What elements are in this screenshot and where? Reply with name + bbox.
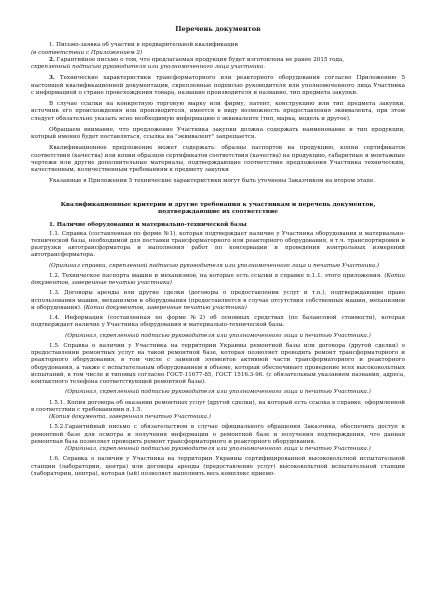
item-1-5-2: 1.5.2.Гарантийный письмо с обязательством в случае официального обращения Заказчика, обеспечить доступ к ремонтной базе для осмотра и получения информации о ремонтной базе и получения подтверждения, что данная ремонтная база позволяет проводить ремонт трансформаторного и реакторного оборудования. [31, 424, 405, 445]
section-1-heading: 1. Наличие оборудования и материально-технической базы [49, 222, 247, 229]
item-1-1-note: (Оригинал справки, скрепленной подписью руководителя или уполномоченного лица и печатью Участника.) [49, 262, 380, 269]
clarification-paragraph: Указанные в Приложении 5 технические характеристики могут быть уточнены Заказчиком на втором этапе. [49, 178, 376, 185]
item-3-text: Технические характеристики трансформаторного или реакторного оборудования согласно Приложению 5 настоящей квалификационной документации, скрепленные подписью руководителя или уполномоченного лица Участника с информацией о стране происхождения товара, название производителя и название, тип предмета закупки. [31, 75, 405, 96]
item-1-1: 1.1. Справка (составленная по форме №1), которая подтверждает наличие у Участника оборудования и материально-технической базы, необходимой для поставки трансформаторного или реакторного оборудования, в т.ч. транспортировки и разгрузки автотрансформатора и выполнения работ по консервации и проведения контрольных измерений автотрансформатора. [31, 230, 405, 259]
criteria-heading: Квалификационные критерии и другие требования к участникам и перечень документов, подтверждающие их соответствие [60, 200, 376, 215]
attention-paragraph: Обращаем внимание, что предложение Участника закупки должна содержать наименование и тип продукции, который именно будет поставляться, ссылка на "эквивалент" запрещается. [31, 126, 405, 140]
item-1-2 [31, 273, 405, 288]
item-1-2-text: 1.2. Техническое паспорта машин и механизмов, на которые есть ссылки в справке п.1.1. этого приложения. [49, 272, 383, 279]
item-2-text: Гарантийное письмо о том, что предлагаемая продукция будет изготовлена не ранее 2015 года, [54, 56, 345, 63]
item-1-5-2-note: (Оригинал, скрепленный подписью руководителя или уполномоченного лица и печатью Участника.) [65, 446, 371, 453]
item-3-number: 3. [49, 75, 55, 82]
item-1-5-1-note: (Копия документа, заверенная печатью Участника.) [49, 414, 211, 421]
equivalent-paragraph: В случае ссылки на конкретную торговую марку или фирму, патент, конструкцию или тип предмета закупки, источник его происхождения или производителя, имеется в виду возможность предоставления эквивалента, при этом следует обязательно указать ясно необходимую информацию о эквиваленте (тип, марка, модель и другое). [31, 101, 405, 122]
item-1-6: 1.6. Справка о наличии у Участника на территории Украины сертифицированной высоковольтной испытательной станции (лаборатории, центра) или договора аренды (предоставление услуг) высоковольтной испытательной станции (лаборатории, центра), которая (ый) позволяет выполнить весь комплекс приемо- [31, 456, 405, 477]
item-1-4: 1.4. Информация (составленная по форме №2) об основных средствах (по балансовой стоимости), которая подтверждает наличие у Участника оборудования и материально-технической базы. [31, 315, 405, 329]
item-3 [31, 75, 405, 97]
item-1-4-note: (Оригинал, скрепленный подписью руководителя или уполномоченного лица и печатью Участника.) [65, 332, 371, 339]
item-1-2-note: (Копии документов, заверенные печатью участника) [31, 272, 405, 287]
item-2-note: скрепленный подписью руководителя или уполномоченного лица участника. [31, 64, 266, 70]
item-1-3-note: (Копии документов, заверенные печатью участника) [83, 304, 247, 311]
item-1-3-text: 1.3. Договоры аренды или другие сделки (договоры о предоставлении услуг и т.п.), подтверждающие право использования машин, механизмов и оборудования (предоставляется в случае отсутствия собственных машин, механизмов и оборудования). [31, 290, 405, 311]
item-1-5: 1.5. Справка о наличии у Участника на территории Украины ремонтной базы или договора (другой сделки) о предоставлении ремонтных услуг на такой ремонтной базе, которая позволяет проводить ремонт трансформаторного и реакторного оборудования, в том числе с заменой элементов активной части трансформаторного и реакторного оборудования, а также с испытательным оборудованием в объеме, который обеспечивает проведение всех высоковольтных испытаний, в том числе и типовых согласно ГОСТ-11677-85, ГОСТ 1516.3-96. (с обязательным указанием названия, адреса, контактного телефона соответствующей ремонтной базы). [31, 342, 405, 386]
item-1-note: (в соответствии с Приложением 2) [31, 49, 143, 56]
item-1-5-note: (Оригинал, скрепленный подписью руководителя или уполномоченного лица и печатью Участника.) [65, 389, 371, 396]
item-2-number: 2. [49, 56, 55, 63]
item-1: 1. Письмо-заявка об участии в предварительной квалификации [49, 42, 239, 49]
qualification-proposal-paragraph: Квалификационное предложение может содержать: образцы паспортов на продукцию, копии сертификатов соответствия (качества) или копии образцов сертификатов соответствия (качества) на продукцию, габаритные и монтажные чертежи или другие дополнительные материалы, подтверждающие соответствие предложения Участника техническим, качественным, количественным требованиям к предмету закупки [31, 145, 405, 173]
item-1-3 [31, 290, 405, 312]
item-1-5-1: 1.5.1. Копия договора об оказании ремонтных услуг (другой сделки), на который есть ссылка в справке, оформленной в соответствии с требованиями п.1.5. [31, 399, 405, 413]
document-title: Перечень документов [175, 25, 261, 33]
item-2 [31, 57, 405, 64]
